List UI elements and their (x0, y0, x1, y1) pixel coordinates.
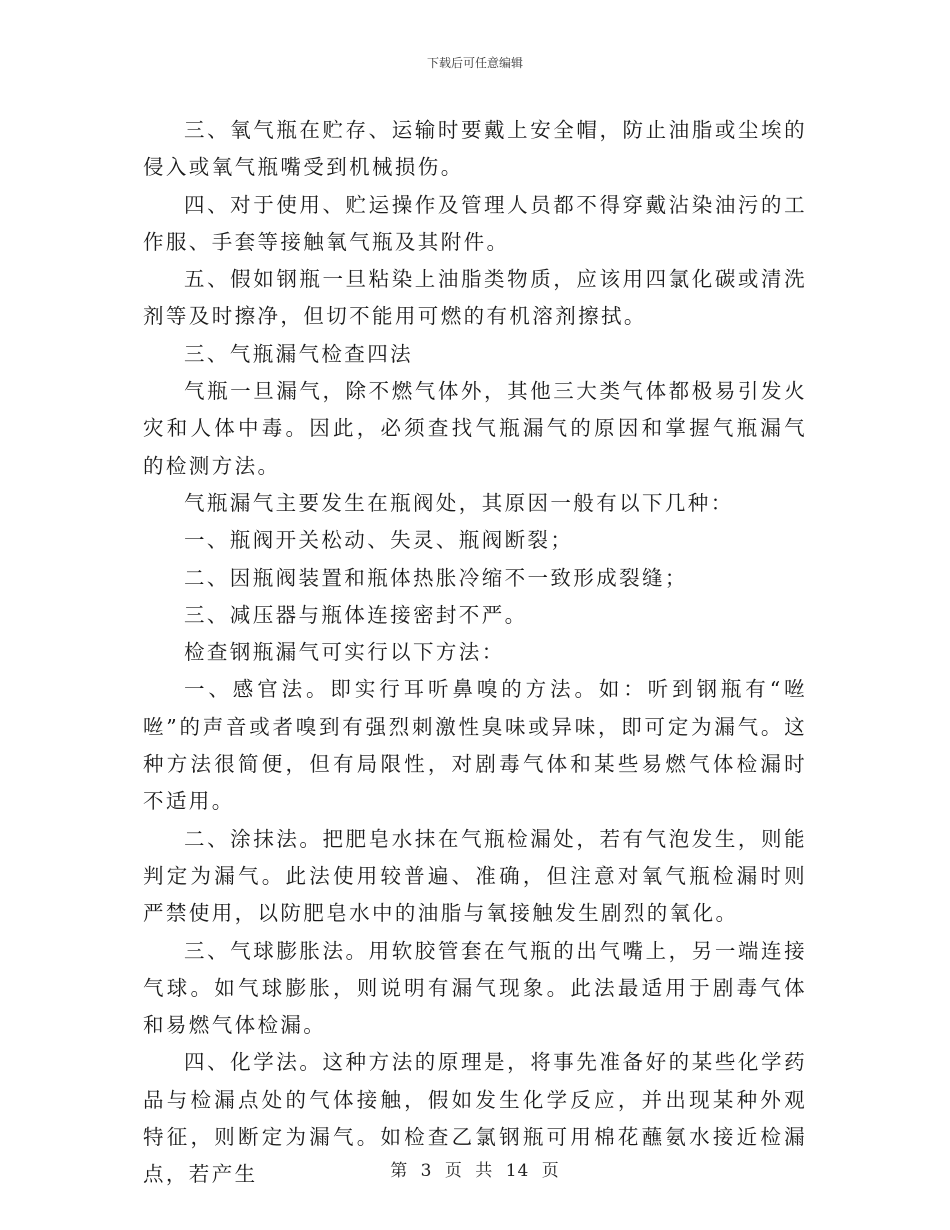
paragraph-12: 二、涂抹法。把肥皂水抹在气瓶检漏处，若有气泡发生，则能判定为漏气。此法使用较普遍、准确，但注意对氧气瓶检漏时则严禁使用，以防肥皂水中的油脂与氧接触发生剧烈的氧化。 (143, 826, 807, 926)
paragraph-13: 三、气球膨胀法。用软胶管套在气瓶的出气嘴上，另一端连接气球。如气球膨胀，则说明有漏气现象。此法最适用于剧毒气体和易燃气体检漏。 (143, 938, 807, 1038)
paragraph-8: 二、因瓶阀装置和瓶体热胀冷缩不一致形成裂缝； (184, 565, 688, 590)
paragraph-3: 五、假如钢瓶一旦粘染上油脂类物质，应该用四氯化碳或清洗剂等及时擦净，但切不能用可燃的有机溶剂擦拭。 (143, 267, 807, 329)
footer-page-word: 页 (444, 1161, 463, 1181)
paragraph-6: 气瓶漏气主要发生在瓶阀处，其原因一般有以下几种： (184, 490, 734, 515)
footer-prefix: 第 (390, 1161, 409, 1181)
paragraph-2: 四、对于使用、贮运操作及管理人员都不得穿戴沾染油污的工作服、手套等接触氧气瓶及其附件。 (143, 192, 807, 254)
footer-current-page: 3 (420, 1161, 433, 1181)
page-header-note: 下载后可任意编辑 (426, 56, 523, 70)
paragraph-14: 四、化学法。这种方法的原理是，将事先准备好的某些化学药品与检漏点处的气体接触，假如发生化学反应，并出现某种外观特征，则断定为漏气。如检查乙氯钢瓶可用棉花蘸氨水接近检漏点，若产生 (143, 1050, 807, 1187)
paragraph-7: 一、瓶阀开关松动、失灵、瓶阀断裂； (184, 528, 574, 553)
paragraph-5: 气瓶一旦漏气，除不燃气体外，其他三大类气体都极易引发火灾和人体中毒。因此，必须查找气瓶漏气的原因和掌握气瓶漏气的检测方法。 (143, 379, 807, 478)
paragraph-10: 检查钢瓶漏气可实行以下方法： (184, 640, 505, 665)
footer-total-pages: 14 (505, 1161, 530, 1181)
paragraph-1: 三、氧气瓶在贮存、运输时要戴上安全帽，防止油脂或尘埃的侵入或氧气瓶嘴受到机械损伤。 (143, 118, 807, 180)
footer-suffix: 页 (541, 1161, 560, 1181)
paragraph-9: 三、减压器与瓶体连接密封不严。 (184, 602, 528, 627)
footer-total-word: 共 (475, 1161, 494, 1181)
paragraph-11: 一、感官法。即实行耳听鼻嗅的方法。如：听到钢瓶有“咝咝”的声音或者嗅到有强烈刺激性臭味或异味，即可定为漏气。这种方法很简便，但有局限性，对剧毒气体和某些易燃气体检漏时不适用。 (143, 677, 807, 814)
document-body (143, 112, 807, 1194)
page-number-footer (0, 1156, 950, 1181)
section-heading: 三、气瓶漏气检查四法 (184, 341, 413, 366)
